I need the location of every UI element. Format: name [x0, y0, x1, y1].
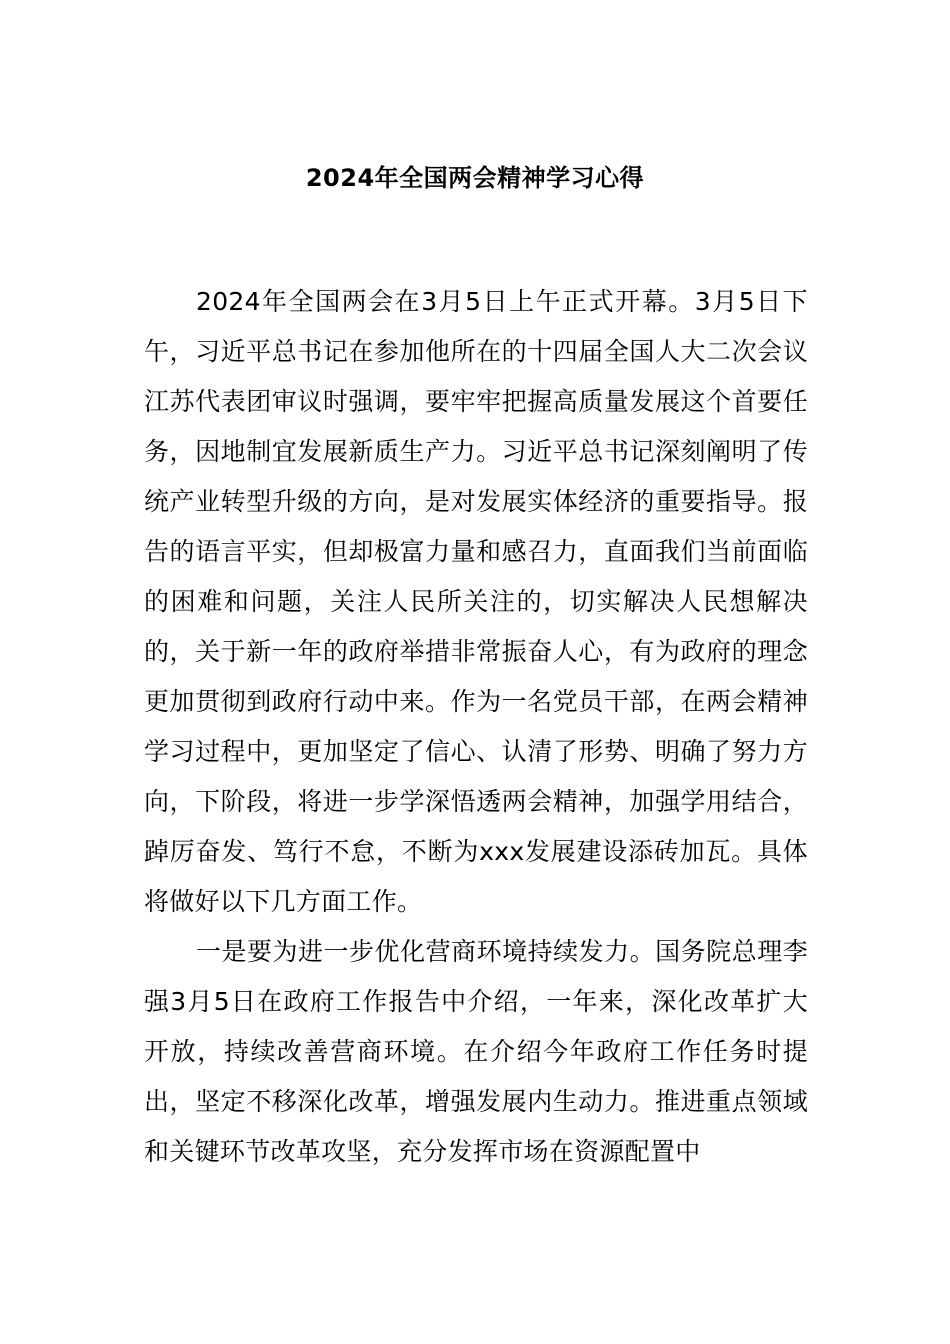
paragraph-1: 2024年全国两会在3月5日上午正式开幕。3月5日下午，习近平总书记在参加他所在的十四届全国人大二次会议江苏代表团审议时强调，要牢牢把握高质量发展这个首要任务，因地制宜发展新质生产力。习近平总书记深刻阐明了传统产业转型升级的方向，是对发展实体经济的重要指导。报告的语言平实，但却极富力量和感召力，直面我们当前面临的困难和问题，关注人民所关注的，切实解决人民想解决的，关于新一年的政府举措非常振奋人心，有为政府的理念更加贯彻到政府行动中来。作为一名党员干部，在两会精神学习过程中，更加坚定了信心、认清了形势、明确了努力方向，下阶段，将进一步学深悟透两会精神，加强学用结合，踔厉奋发、笃行不怠，不断为xxx发展建设添砖加瓦。具体将做好以下几方面工作。	[144, 287, 808, 916]
document-body	[144, 277, 808, 1177]
document-title: 2024年全国两会精神学习心得	[305, 164, 645, 192]
paragraph-2: 一是要为进一步优化营商环境持续发力。国务院总理李强3月5日在政府工作报告中介绍，一年来，深化改革扩大开放，持续改善营商环境。在介绍今年政府工作任务时提出，坚定不移深化改革，增强发展内生动力。推进重点领域和关键环节改革攻坚，充分发挥市场在资源配置中	[144, 937, 808, 1166]
